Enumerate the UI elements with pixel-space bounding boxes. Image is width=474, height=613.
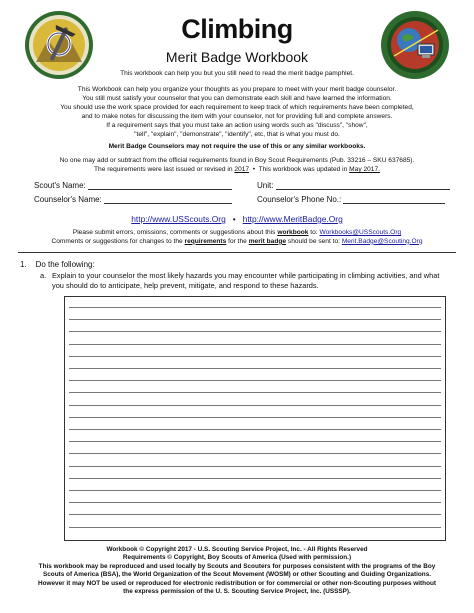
- ruled-line: [69, 380, 441, 381]
- ruled-line: [69, 441, 441, 442]
- revision-year: 2017: [234, 165, 250, 173]
- workbooks-email-link[interactable]: Workbooks@USScouts.Org: [319, 229, 402, 236]
- ruled-line: [69, 502, 441, 503]
- scout-name-field[interactable]: Scout's Name:: [34, 181, 232, 190]
- answer-writing-box[interactable]: [64, 296, 446, 541]
- requirements-notice: [50, 157, 424, 175]
- ruled-line: [69, 466, 441, 467]
- ruled-line: [69, 368, 441, 369]
- requirements-comments-line: Comments or suggestions for changes to the requirements for the merit badge should be sent to: Merit.Badge@Scouting.Org: [51, 237, 423, 245]
- intro-para-line: You still must satisfy your counselor that you can demonstrate each skill and have learned the information.: [82, 94, 392, 102]
- requirement-1a: a. Explain to your counselor the most likely hazards you may encounter while participating in climbing activities, and what you should do to anticipate, help prevent, mitigate, and respond to these hazards.: [40, 271, 440, 290]
- intro-paragraph: [50, 86, 424, 139]
- merit-badge-email-link[interactable]: Merit.Badge@Scouting.Org: [341, 237, 423, 245]
- ruled-line: [69, 527, 441, 528]
- counselor-name-field[interactable]: Counselor's Name:: [34, 195, 232, 204]
- ruled-line: [69, 319, 441, 320]
- comments-block: [40, 229, 434, 246]
- intro-para-line: "tell", "explain", "demonstrate", "identify", etc, that is what you must do.: [134, 130, 340, 138]
- updated-date: May 2017.: [349, 165, 380, 173]
- divider: [18, 252, 456, 253]
- copyright-footer: Workbook © Copyright 2017 - U.S. Scouting Service Project, Inc. - All Rights Reserved Requirements © Copyright, Boy Scouts of America (Used with permission.) This workbook may be reproduced and used locally by Scouts and Scouters for purposes consistent with the programs of the Boy Scouts of America (BSA), the World Organization of the Scout Movement (WOSM) or other Scouting and Guiding Organizations. However it may NOT be used or reproduced for electronic redistribution or for commercial or other non-Scouting purposes without the express permission of the U. S. Scouting Service Project, Inc. (USSSP).: [37, 546, 437, 596]
- ruled-line: [69, 356, 441, 357]
- counselor-phone-input[interactable]: [343, 196, 445, 204]
- counselor-notice: Merit Badge Counselors may not require the use of this or any similar workbooks.: [108, 143, 366, 150]
- ruled-line: [69, 514, 441, 515]
- requirement-1: 1. Do the following:: [20, 260, 95, 269]
- scout-name-input[interactable]: [88, 182, 232, 190]
- usscouts-link[interactable]: http://www.USScouts.Org: [131, 214, 226, 224]
- ruled-line: [69, 490, 441, 491]
- counselor-name-input[interactable]: [104, 196, 232, 204]
- ruled-line: [69, 429, 441, 430]
- requirements-dates: The requirements were last issued or revised in 2017 • This workbook was updated in May 2017.: [94, 165, 380, 173]
- ruled-line: [69, 478, 441, 479]
- ruled-line: [69, 392, 441, 393]
- intro-line: This workbook can help you but you still need to read the merit badge pamphlet.: [120, 70, 354, 77]
- intro-para-line: If a requirement says that you must take an action using words such as "discuss", "show",: [106, 121, 368, 129]
- workbook-comments-line: Please submit errors, omissions, comments or suggestions about this workbook to: Workbooks@USScouts.Org: [72, 229, 402, 236]
- ruled-line: [69, 405, 441, 406]
- page-title: Climbing: [181, 14, 293, 44]
- meritbadge-link[interactable]: http://www.MeritBadge.Org: [242, 214, 343, 224]
- ruled-line: [69, 307, 441, 308]
- requirements-source: No one may add or subtract from the official requirements found in Boy Scout Requirements (Pub. 33216 – SKU 637685).: [59, 157, 415, 164]
- intro-para-line: This Workbook can help you organize your thoughts as you prepare to meet with your merit badge counselor.: [77, 86, 397, 93]
- ruled-line: [69, 453, 441, 454]
- website-links: http://www.USScouts.Org • http://www.MeritBadge.Org: [131, 214, 343, 224]
- page-subtitle: Merit Badge Workbook: [165, 49, 309, 65]
- ruled-line: [69, 344, 441, 345]
- unit-field[interactable]: Unit:: [257, 181, 450, 190]
- ruled-line: [69, 331, 441, 332]
- ruled-line: [69, 417, 441, 418]
- unit-input[interactable]: [276, 182, 450, 190]
- intro-para-line: and to make notes for discussing the item with your counselor, not for providing full and complete answers.: [81, 112, 393, 120]
- counselor-phone-field[interactable]: Counselor's Phone No.:: [257, 195, 445, 204]
- intro-para-line: You should use the work space provided for each requirement to keep track of which requirements have been completed,: [60, 103, 414, 111]
